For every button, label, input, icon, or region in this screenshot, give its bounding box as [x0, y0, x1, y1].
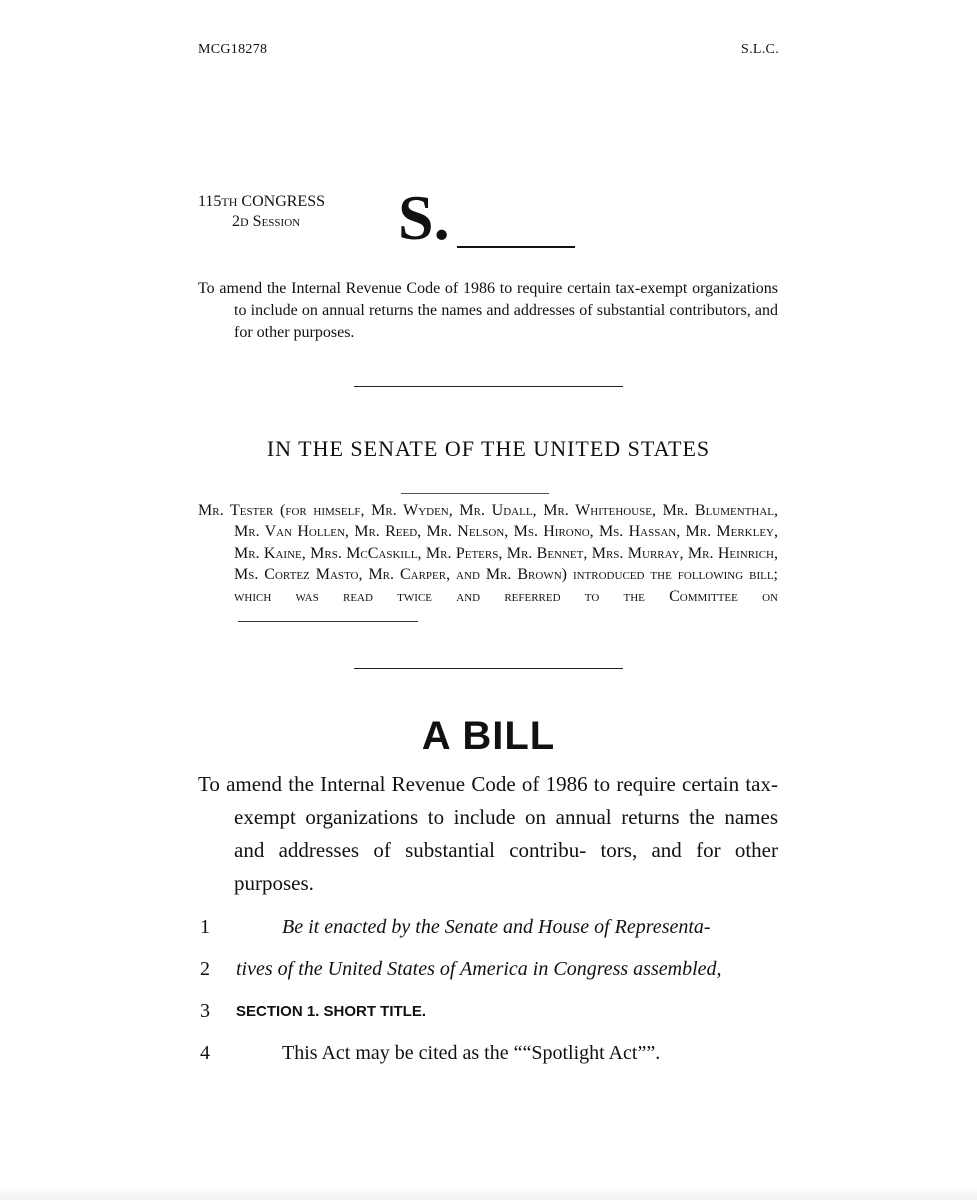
- enacting-clause-line: tives of the United States of America in Congress assembled,: [236, 958, 722, 980]
- session-line: [198, 212, 325, 232]
- congress-label: CONGRESS: [237, 193, 325, 210]
- sponsors-text: Mr. Tester (for himself, Mr. Wyden, Mr. Udall, Mr. Whitehouse, Mr. Blumenthal, Mr. Van Hollen, Mr. Reed, Mr. Nelson, Ms. Hirono, Ms. Hassan, Mr. Merkley, Mr. Kaine, Mrs. McCaskill, Mr. Peters, Mr. Bennet, Mrs. Murray, Mr. Heinrich, Ms. Cortez Masto, Mr. Carper, and Mr. Brown) introduced the following bill; which was read twice and referred to the Committee on: [198, 502, 778, 605]
- short-divider-rule: [401, 493, 549, 494]
- line-number: 1: [200, 916, 210, 938]
- bill-number: S.: [398, 182, 450, 253]
- bill-number-blank-line: [457, 246, 575, 248]
- section-heading: SECTION 1. SHORT TITLE.: [236, 1003, 427, 1020]
- congress-ordinal: TH: [221, 195, 238, 209]
- divider-rule: [354, 668, 623, 669]
- slc-label: S.L.C.: [741, 42, 779, 57]
- session-number: 2: [232, 213, 240, 230]
- line-number: 2: [200, 958, 210, 980]
- sponsors-paragraph: [198, 500, 778, 628]
- line-number: 3: [200, 1000, 210, 1022]
- congress-number: 115: [198, 193, 222, 210]
- bill-long-title: To amend the Internal Revenue Code of 1986 to require certain tax-exempt organizations to include on annual returns the names and addresses of substantial contribu- tors, and for other purposes.: [198, 772, 778, 895]
- document-id: MCG18278: [198, 42, 268, 57]
- session-ordinal: D: [240, 215, 249, 229]
- committee-blank-line: [238, 609, 418, 622]
- line-number: 4: [200, 1042, 210, 1064]
- document-type-heading: A BILL: [421, 714, 556, 758]
- senate-heading: IN THE SENATE OF THE UNITED STATES: [266, 436, 711, 461]
- congress-session-block: [198, 192, 325, 232]
- session-word: Session: [248, 213, 301, 230]
- page-bottom-edge: [0, 1186, 977, 1200]
- summary-title: To amend the Internal Revenue Code of 1986 to require certain tax-exempt organizations to include on annual returns the names and addresses of substantial contributors, and for other purposes.: [198, 280, 778, 341]
- divider-rule: [354, 386, 623, 387]
- short-title-text: This Act may be cited as the ““Spotlight Act””.: [282, 1042, 661, 1064]
- enacting-clause-line: Be it enacted by the Senate and House of Representa-: [282, 916, 711, 938]
